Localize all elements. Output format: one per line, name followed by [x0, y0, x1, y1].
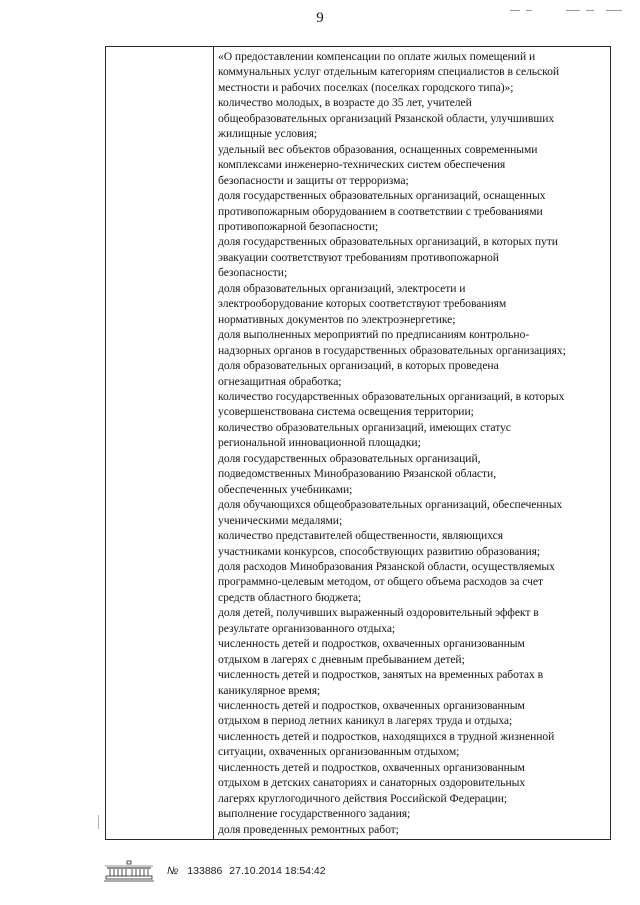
text-line: обеспеченных учебниками; [218, 482, 353, 496]
text-line: коммунальных услуг отдельным категориям специалистов в сельской [218, 65, 560, 79]
text-line: доля государственных образовательных организаций, [218, 451, 481, 465]
text-line: усовершенствована система освещения территории; [218, 405, 474, 419]
text-line: численность детей и подростков, охваченных организованным [218, 699, 525, 713]
stamp-number: 133886 [187, 865, 223, 877]
registration-stamp [167, 865, 326, 877]
column-divider [213, 47, 214, 839]
text-line: «О предоставлении компенсации по оплате жилых помещений и [218, 50, 536, 63]
document-footer [103, 858, 326, 884]
stamp-datetime: 27.10.2014 18:54:42 [229, 865, 326, 877]
text-line: доля образовательных организаций, электросети и [218, 281, 466, 295]
text-line: количество молодых, в возрасте до 35 лет, учителей [218, 96, 472, 110]
text-line: доля проведенных ремонтных работ; [218, 822, 399, 836]
text-line: участниками конкурсов, способствующих развитию образования; [218, 544, 541, 558]
text-line: программно-целевым методом, от общего объема расходов за счет [218, 575, 544, 589]
margin-mark [98, 815, 99, 829]
text-line: ученическими медалями; [218, 513, 343, 527]
text-line: численность детей и подростков, занятых на временных работах в [218, 668, 544, 682]
number-sign: № [167, 865, 179, 877]
text-line: огнезащитная обработка; [218, 374, 342, 388]
text-line: количество образовательных организаций, имеющих статус [218, 420, 511, 434]
text-line: местности и рабочих поселках (поселках городского типа)»; [218, 80, 514, 94]
text-line: ситуации, охваченных организованным отдыхом; [218, 745, 460, 759]
text-line: надзорных органов в государственных образовательных организациях; [218, 343, 566, 357]
text-line: нормативных документов по электроэнергетике; [218, 312, 456, 326]
scan-artifact-marks [506, 8, 626, 14]
text-line: жилищные условия; [218, 127, 318, 141]
page-number: 9 [316, 10, 324, 26]
text-line: доля образовательных организаций, в которых проведена [218, 359, 499, 373]
text-line: доля детей, получивших выраженный оздоровительный эффект в [218, 606, 539, 620]
text-line: доля государственных образовательных организаций, оснащенных [218, 189, 546, 203]
text-line: численность детей и подростков, охваченных организованным [218, 760, 525, 774]
text-line: отдыхом в период летних каникул в лагерях труда и отдыха; [218, 714, 513, 728]
text-line: отдыхом в детских санаториях и санаторных оздоровительных [218, 776, 526, 790]
table-right-cell [218, 49, 610, 837]
text-line: эвакуации соответствуют требованиям противопожарной [218, 250, 499, 264]
text-line: доля выполненных мероприятий по предписаниям контрольно- [218, 328, 530, 342]
text-line: безопасности; [218, 266, 288, 280]
text-line: лагерях круглогодичного действия Российской Федерации; [218, 791, 508, 805]
text-line: отдыхом в лагерях с дневным пребыванием детей; [218, 652, 465, 666]
text-line: электрооборудование которых соответствуют требованиям [218, 297, 507, 311]
text-line: безопасности и защиты от терроризма; [218, 173, 409, 187]
text-line: доля расходов Минобразования Рязанской области, осуществляемых [218, 559, 555, 573]
text-line: количество государственных образовательных организаций, в которых [218, 389, 565, 403]
text-line: выполнение государственного задания; [218, 807, 411, 821]
text-line: количество представителей общественности, являющихся [218, 529, 504, 543]
text-line: противопожарной безопасности; [218, 219, 379, 233]
text-line: численность детей и подростков, охваченных организованным [218, 637, 525, 651]
text-line: противопожарным оборудованием в соответствии с требованиями [218, 204, 543, 218]
text-line: доля государственных образовательных организаций, в которых пути [218, 235, 558, 249]
document-table [105, 46, 611, 840]
text-line: региональной инновационной площадки; [218, 436, 421, 450]
text-line: результате организованного отдыха; [218, 621, 396, 635]
text-line: общеобразовательных организаций Рязанской области, улучшивших [218, 111, 555, 125]
text-line: комплексами инженерно-технических систем обеспечения [218, 158, 506, 172]
text-line: подведомственных Минобразованию Рязанской области, [218, 467, 497, 481]
text-line: численность детей и подростков, находящихся в трудной жизненной [218, 729, 555, 743]
building-emblem-icon [103, 859, 155, 883]
text-line: доля обучающихся общеобразовательных организаций, обеспеченных [218, 498, 563, 512]
text-line: средств областного бюджета; [218, 590, 362, 604]
text-line: каникулярное время; [218, 683, 321, 697]
text-line: удельный вес объектов образования, оснащенных современными [218, 142, 538, 156]
